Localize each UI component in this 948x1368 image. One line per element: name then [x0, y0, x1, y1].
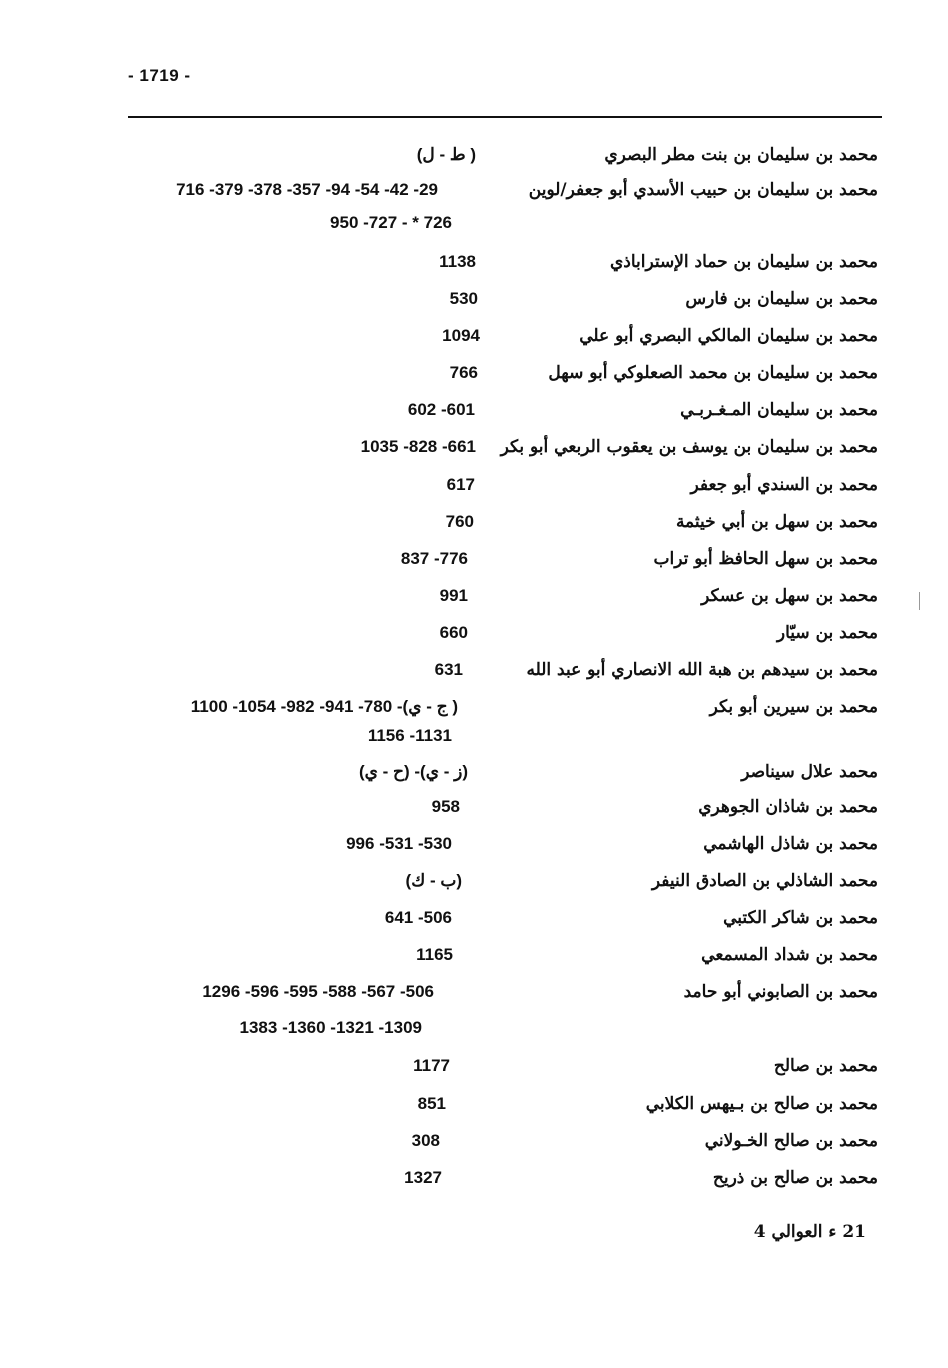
entry-name: محمد بن سهل بن أبي خيثمة	[675, 512, 878, 532]
entry-refs: 1094	[442, 326, 480, 345]
entry-refs-continued: 726 * - 727- 950	[330, 213, 452, 232]
index-entry	[0, 326, 948, 346]
entry-name: محمد بن سليمان بن فارس	[685, 289, 878, 309]
entry-name: محمد بن شاكر الكتبي	[723, 908, 878, 928]
entry-name: محمد بن صالح الخـولاني	[704, 1131, 878, 1151]
entry-name: محمد بن سيرين أبو بكر	[709, 697, 878, 717]
entry-refs: 1165	[416, 945, 453, 964]
index-entry	[0, 549, 948, 569]
entry-refs-continued: 1309- 1321- 1360- 1383	[239, 1018, 422, 1037]
entry-name: محمد بن الصابوني أبو حامد	[683, 982, 878, 1002]
entry-name: محمد بن سليمان بن يوسف بن يعقوب الربعي أبو بكر	[500, 437, 878, 457]
index-entry	[0, 1168, 948, 1188]
index-entry	[0, 252, 948, 272]
entry-name: محمد بن شاذان الجوهري	[698, 797, 878, 817]
index-entry	[0, 586, 948, 606]
entry-name: محمد بن صالح	[773, 1056, 878, 1076]
entry-name: محمد بن سليمان بن بنت مطر البصري	[604, 145, 878, 165]
index-entry	[0, 762, 948, 782]
entry-refs: 530	[449, 289, 478, 308]
entry-refs: 661- 828- 1035	[360, 437, 476, 456]
index-entry	[0, 400, 948, 420]
header-rule	[128, 116, 882, 118]
index-entry	[0, 475, 948, 495]
entry-refs: (ز - ي)- (ح - ي)	[358, 762, 468, 781]
footer-signature: 21 ء العوالي 4	[753, 1222, 866, 1242]
index-entry	[0, 697, 948, 745]
entry-name: محمد بن صالح بن ذريح	[712, 1168, 878, 1188]
entry-refs: ( ج - ي)- 780- 941- 982- 1054- 1100	[190, 697, 458, 716]
entry-name: محمد بن سليمان بن حبيب الأسدي أبو جعفر/لوين	[528, 180, 878, 200]
index-entry	[0, 180, 948, 232]
index-entry	[0, 145, 948, 165]
index-entry	[0, 289, 948, 309]
margin-mark	[919, 592, 920, 610]
entry-refs: (ب - ك)	[405, 871, 462, 890]
index-entry	[0, 908, 948, 928]
index-entry	[0, 982, 948, 1037]
entry-refs: 991	[439, 586, 468, 605]
index-entry	[0, 945, 948, 965]
entry-name: محمد بن سيّار	[776, 623, 878, 643]
index-entry	[0, 1131, 948, 1151]
entry-refs: 308	[411, 1131, 440, 1150]
entry-refs: 617	[446, 475, 475, 494]
index-entry	[0, 437, 948, 457]
index-entry	[0, 623, 948, 643]
entry-refs: 530- 531- 996	[346, 834, 452, 853]
index-entry	[0, 797, 948, 817]
entry-name: محمد بن صالح بن بـيهس الكلابي	[645, 1094, 878, 1114]
entry-name: محمد بن سهل الحافظ أبو تراب	[653, 549, 878, 569]
entry-name: محمد بن سليمان المـغـربـي	[680, 400, 878, 420]
index-entry	[0, 512, 948, 532]
entry-refs-continued: 1131- 1156	[367, 726, 452, 745]
entry-refs: 660	[439, 623, 468, 642]
index-entry	[0, 363, 948, 383]
entry-refs: 1177	[413, 1056, 450, 1075]
index-entry	[0, 871, 948, 891]
entry-refs: 958	[431, 797, 460, 816]
entry-refs: 631	[434, 660, 463, 679]
entry-refs: ( ط - ل)	[416, 145, 476, 164]
entry-refs: 760	[445, 512, 474, 531]
entry-refs: 601- 602	[407, 400, 475, 419]
entry-name: محمد بن شاذل الهاشمي	[703, 834, 878, 854]
entry-name: محمد بن سليمان بن حماد الإستراباذي	[609, 252, 878, 272]
index-entry	[0, 1056, 948, 1076]
entry-refs: 1327	[404, 1168, 442, 1187]
entry-refs: 776- 837	[400, 549, 468, 568]
index-entry	[0, 834, 948, 854]
entry-refs: 1138	[439, 252, 476, 271]
page-number: - 1719 -	[128, 66, 191, 85]
entry-refs: 851	[417, 1094, 446, 1113]
entry-name: محمد بن شداد المسمعي	[701, 945, 878, 965]
entry-name: محمد بن سليمان المالكي البصري أبو علي	[579, 326, 878, 346]
entry-name: محمد بن سهل بن عسكر	[701, 586, 878, 606]
entry-refs: 506- 641	[384, 908, 452, 927]
entry-refs: 29- 42- 54- 94- 357- 378- 379- 716	[176, 180, 438, 199]
entry-refs: 766	[449, 363, 478, 382]
entry-name: محمد بن سليمان بن محمد الصعلوكي أبو سهل	[548, 363, 878, 383]
entry-name: محمد علال سيناصر	[741, 762, 878, 782]
entry-name: محمد الشاذلي بن الصادق النيفر	[651, 871, 878, 891]
index-entry	[0, 1094, 948, 1114]
entry-name: محمد بن السندي أبو جعفر	[690, 475, 878, 495]
entry-name: محمد بن سيدهم بن هبة الله الانصاري أبو عبد الله	[526, 660, 878, 680]
index-entry	[0, 660, 948, 680]
entry-refs: 506- 567- 588- 595- 596- 1296	[202, 982, 434, 1001]
